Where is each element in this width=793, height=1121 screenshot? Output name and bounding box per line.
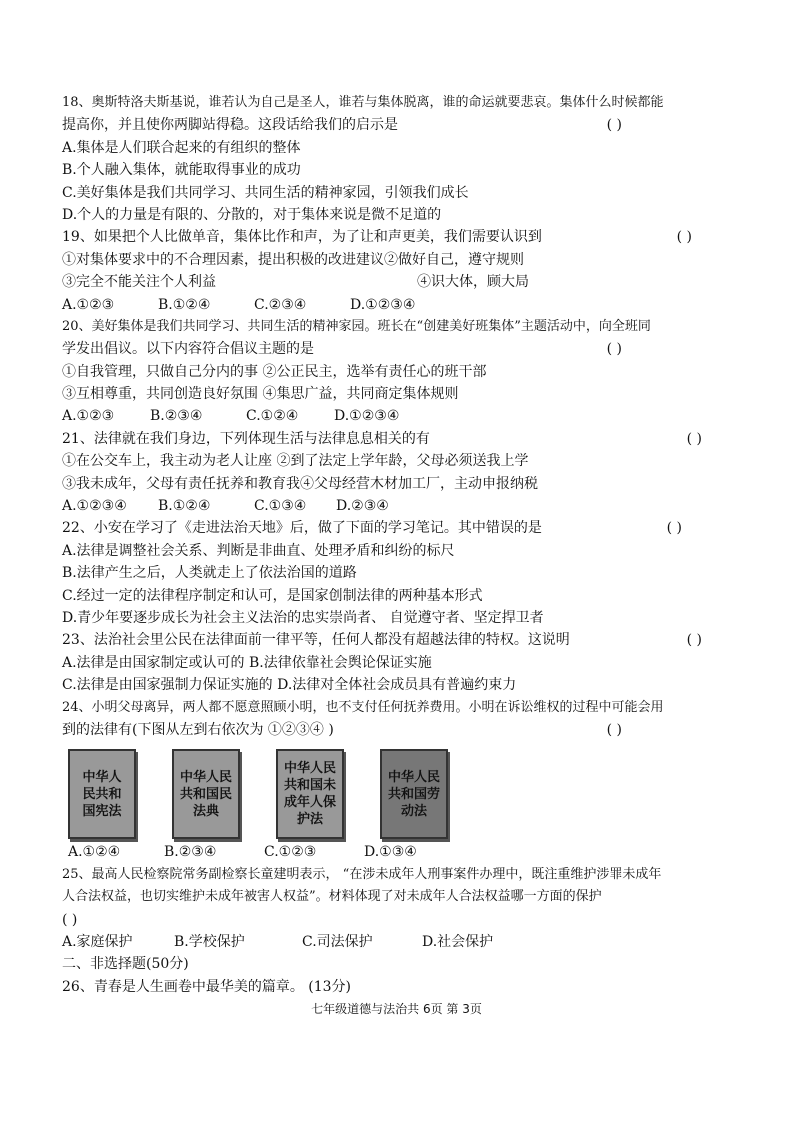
q22-option-a: A.法律是调整社会关系、判断是非曲直、处理矛盾和纠纷的标尺 (62, 542, 455, 559)
q25-stem-cont: 人合法权益，也切实维护未成年被害人权益”。材料体现了对未成年人合法权益哪一方面的保护 (62, 889, 602, 905)
q23-stem-text: 23、法治社会里公民在法律面前一律平等，任何人都没有超越法律的特权。这说明 (62, 632, 570, 649)
q18-stem: 18、奥斯特洛夫斯基说，谁若认为自己是圣人，谁若与集体脱离，谁的命运就要悲哀。集体什么时候都能 (62, 95, 664, 110)
q23-options-ab: A.法律是由国家制定或认可的 B.法律依靠社会舆论保证实施 (62, 654, 432, 671)
q23-stem (62, 629, 742, 651)
q25-choice-b: B.学校保护 (174, 933, 245, 950)
q20-choice-c: C.①②④ (246, 408, 299, 425)
q19-choice-b: B.①②④ (158, 296, 211, 313)
q24-choice-a: A.①②④ (68, 844, 121, 861)
q25-choices (62, 931, 742, 953)
q20-items-34: ③互相尊重，共同创造良好氛围 ④集思广益，共同商定集体规则 (62, 386, 459, 403)
q20-choice-a: A.①②③ (62, 408, 115, 425)
q20-choices (62, 405, 742, 427)
q22-stem-text: 22、小安在学习了《走进法治天地》后，做了下面的学习笔记。其中错误的是 (62, 520, 542, 537)
q21-choice-d: D.②③④ (336, 498, 389, 515)
q18-option-b: B.个人融入集体，就能取得事业的成功 (62, 162, 301, 179)
q21-choices (62, 495, 742, 517)
q18-answer-blank: ( ) (606, 117, 622, 134)
q19-stem (62, 226, 742, 248)
book-labor-law-image: 中华人民 共和国劳 动法 (380, 749, 448, 839)
q22-answer-blank: ( ) (666, 520, 682, 537)
q24-choices (62, 841, 742, 863)
q24-answer-blank: ( ) (606, 721, 622, 738)
q24-choice-d: D.①③④ (364, 844, 417, 861)
q20-stem: 20、美好集体是我们共同学习、共同生活的精神家园。班长在“创建美好班集体”主题活动中，向全班同 (62, 318, 651, 334)
q25-stem: 25、最高人民检察院常务副检察长童建明表示， “在涉未成年人刑事案件办理中，既注重维护涉罪未成年 (62, 866, 662, 882)
q25-choice-a: A.家庭保护 (62, 933, 133, 950)
q19-item-1: ①对集体要求中的不合理因素，提出积极的改进建议②做好自己，遵守规则 (62, 251, 524, 268)
q21-choice-c: C.①③④ (254, 498, 307, 515)
q22-stem (62, 517, 742, 539)
q18-option-c: C.美好集体是我们共同学习、共同生活的精神家园，引领我们成长 (62, 184, 469, 201)
q21-answer-blank: ( ) (686, 430, 702, 447)
q21-stem-text: 21、法律就在我们身边，下列体现生活与法律息息相关的有 (62, 430, 430, 447)
q24-choice-b: B.②③④ (164, 844, 217, 861)
q21-items-12: ①在公交车上，我主动为老人让座 ②到了法定上学年龄，父母必须送我上学 (62, 453, 529, 470)
q24-stem-text: 到的法律有(下图从左到右依次为 ①②③④ ) (62, 721, 334, 738)
q20-items-12: ①自我管理，只做自己分内的事 ②公正民主，选举有责任心的班干部 (62, 363, 487, 380)
q25-answer-blank: ( ) (62, 911, 78, 928)
q19-item-3: ③完全不能关注个人利益 (62, 274, 216, 291)
q21-choice-a: A.①②③④ (62, 498, 127, 515)
q19-stem-text: 19、如果把个人比做单音，集体比作和声，为了让和声更美，我们需要认识到 (62, 229, 542, 246)
q19-choices (62, 294, 742, 316)
q20-stem-cont (62, 338, 742, 360)
q18-option-d: D.个人的力量是有限的、分散的，对于集体来说是微不足道的 (62, 206, 442, 223)
q19-choice-d: D.①②③④ (350, 296, 416, 313)
q24-stem-cont (62, 719, 742, 741)
q26-stem: 26、青春是人生画卷中最华美的篇章。 (13分) (62, 978, 352, 995)
section-heading: 二、非选择题(50分) (62, 956, 189, 973)
q22-option-b: B.法律产生之后，人类就走上了依法治国的道路 (62, 565, 357, 582)
q23-answer-blank: ( ) (686, 632, 702, 649)
q19-choice-a: A.①②③ (62, 296, 115, 313)
q20-choice-b: B.②③④ (150, 408, 203, 425)
q19-choice-c: C.②③④ (254, 296, 307, 313)
q19-item-4: ④识大体，顾大局 (417, 274, 529, 291)
q19-answer-blank: ( ) (676, 229, 692, 246)
q23-options-cd: C.法律是由国家强制力保证实施的 D.法律对全体社会成员具有普遍约束力 (62, 677, 517, 694)
q18-option-a: A.集体是人们联合起来的有组织的整体 (62, 139, 301, 156)
q25-choice-d: D.社会保护 (422, 933, 494, 950)
law-book-images (68, 749, 742, 839)
q24-choice-c: C.①②③ (264, 844, 317, 861)
q19-items-34 (62, 271, 742, 293)
q25-choice-c: C.司法保护 (302, 933, 373, 950)
page-footer: 七年级道德与法治共 6页 第 3页 (311, 1002, 482, 1016)
q18-stem-text: 提高你，并且使你两脚站得稳。这段话给我们的启示是 (62, 117, 398, 134)
book-minor-protection-law-image: 中华人民 共和国未 成年人保 护法 (276, 749, 344, 839)
exam-page (62, 92, 742, 998)
book-constitution-image: 中华人 民共和 国宪法 (68, 749, 136, 839)
q21-items-34: ③我未成年，父母有责任抚养和教育我④父母经营木材加工厂，主动申报纳税 (62, 475, 538, 492)
q20-answer-blank: ( ) (606, 341, 622, 358)
q24-stem: 24、小明父母离异，两人都不愿意照顾小明，也不支付任何抚养费用。小明在诉讼维权的过程中可能会用 (62, 699, 664, 715)
q21-stem (62, 428, 742, 450)
q22-option-c: C.经过一定的法律程序制定和认可，是国家创制法律的两种基本形式 (62, 587, 483, 604)
q18-stem-cont (62, 114, 742, 136)
q20-choice-d: D.①②③④ (334, 408, 400, 425)
q21-choice-b: B.①②④ (158, 498, 211, 515)
q22-option-d: D.青少年要逐步成长为社会主义法治的忠实崇尚者、 自觉遵守者、坚定捍卫者 (62, 609, 544, 626)
book-civil-code-image: 中华人民 共和国民 法典 (172, 749, 240, 839)
q20-stem-text: 学发出倡议。以下内容符合倡议主题的是 (62, 341, 314, 358)
